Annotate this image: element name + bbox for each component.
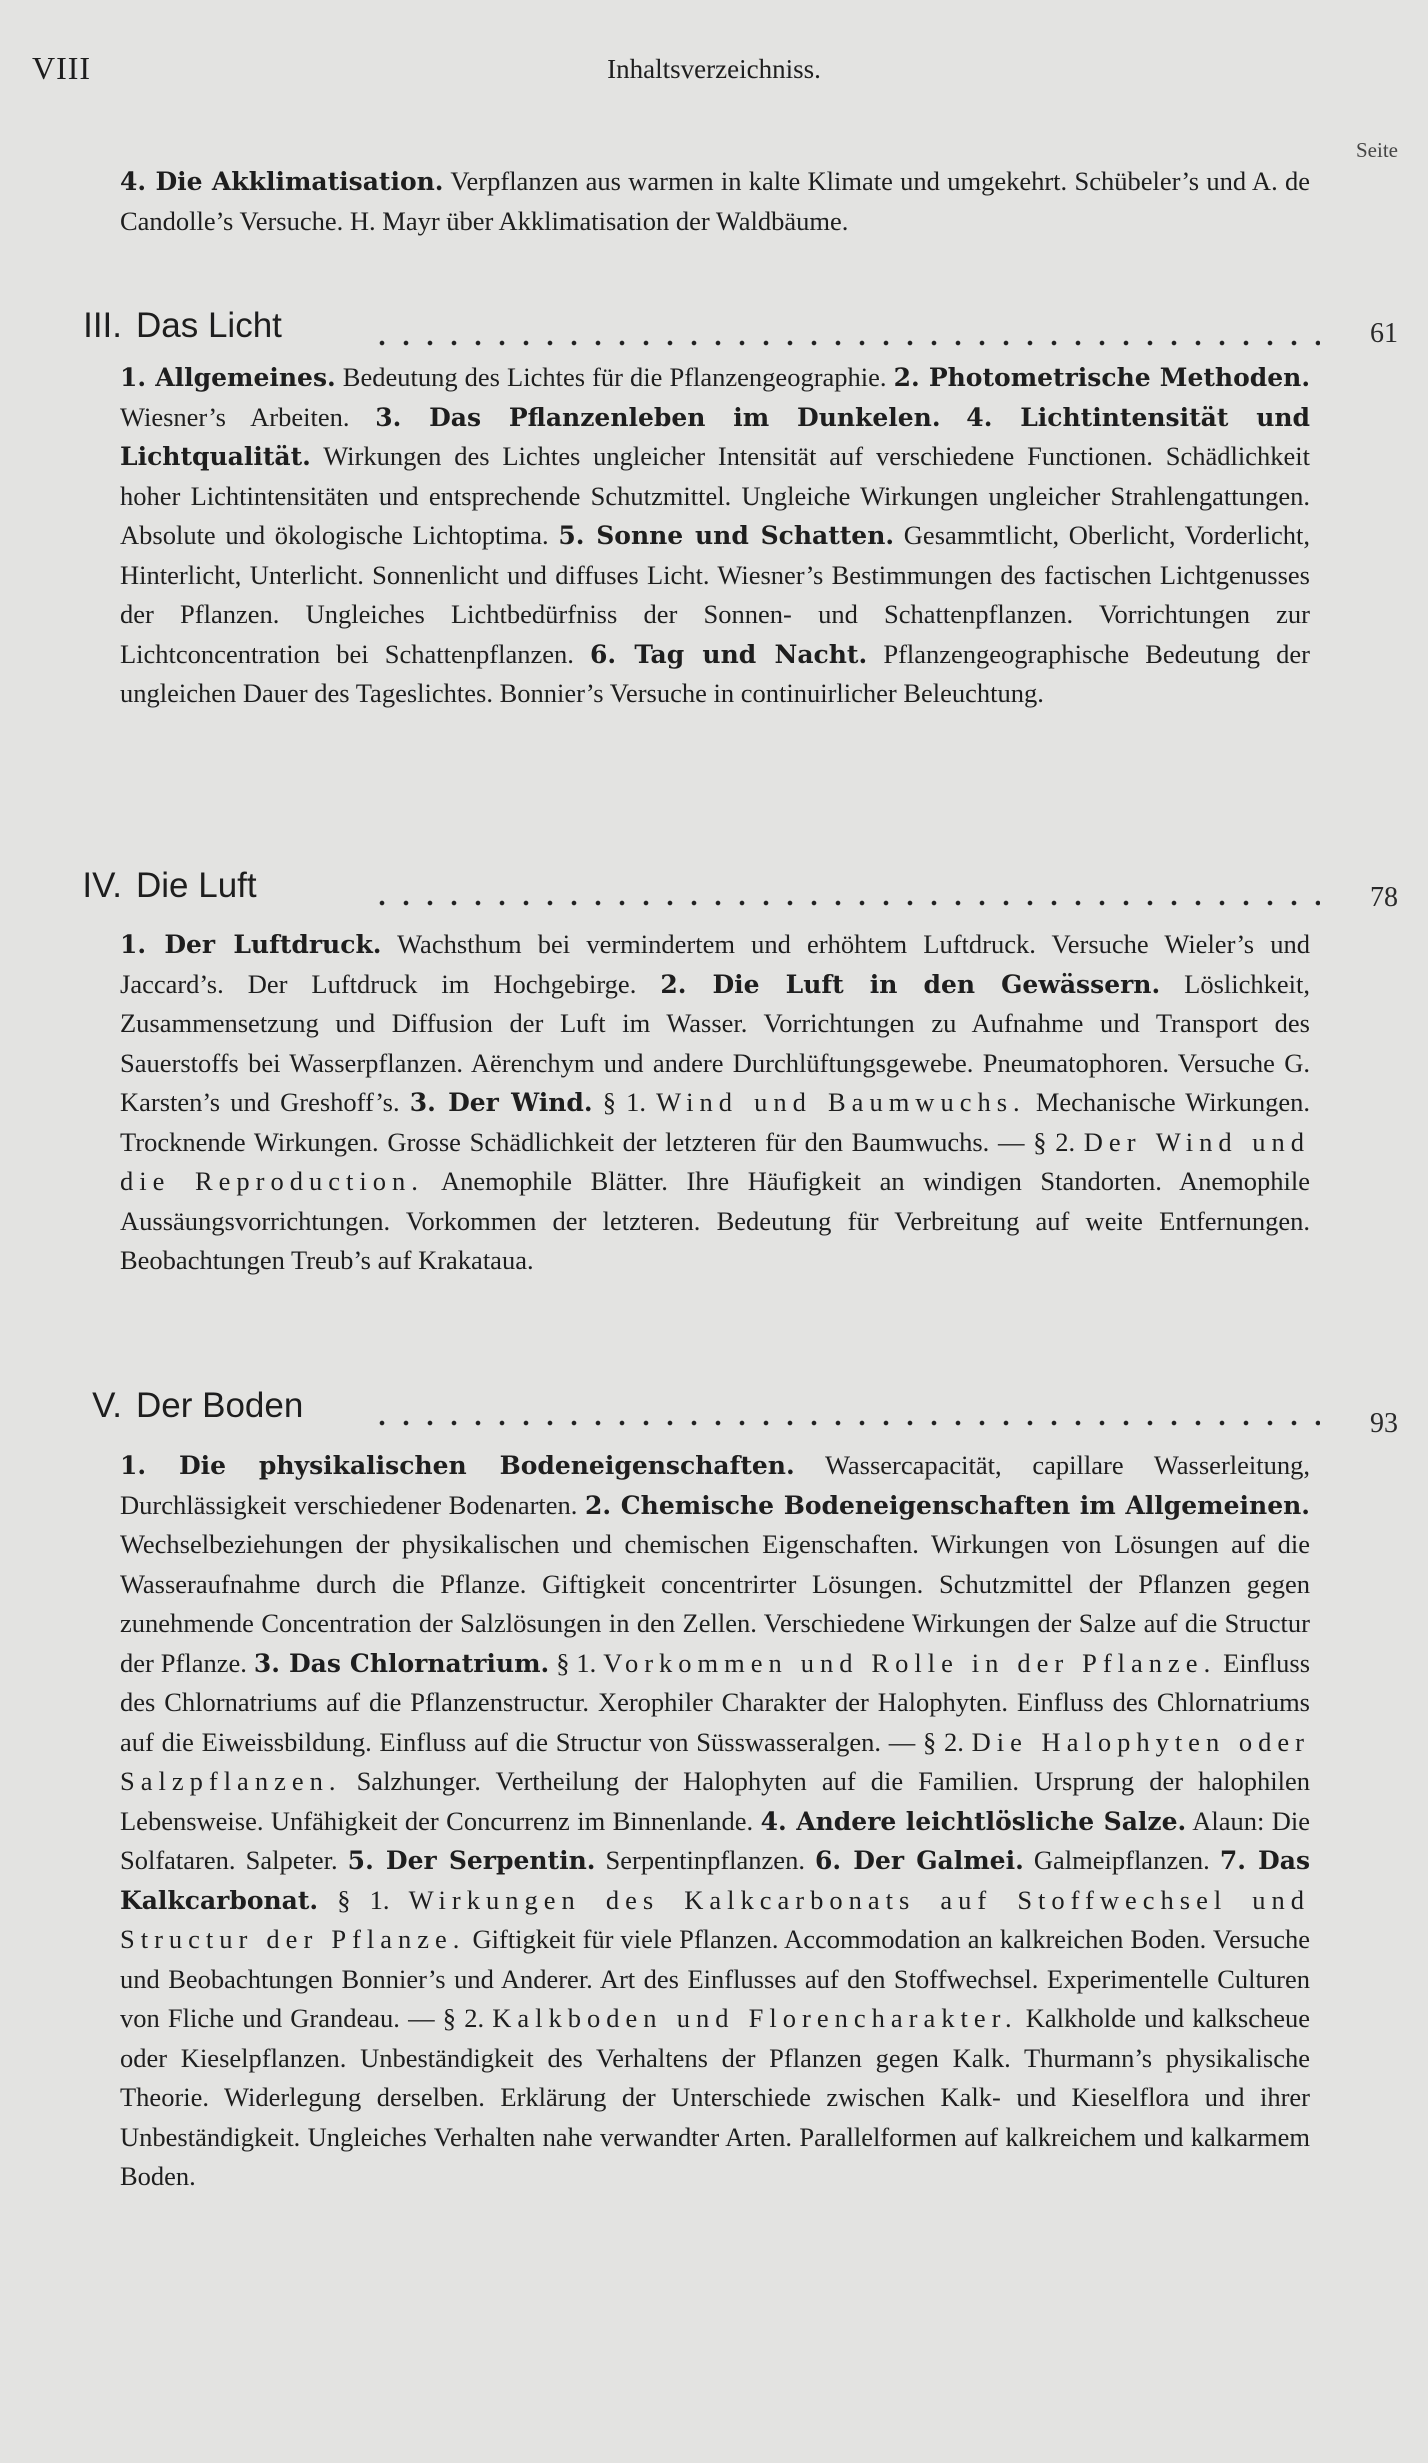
- dot-leader: [370, 900, 1320, 906]
- entry-heading: 3. Das Chlornatrium.: [253, 1648, 550, 1678]
- entry-text: Verpflanzen aus warmen in kalte Klimate und umgekehrt. Schübeler’s und A. de Candolle’s Versuche. H. Mayr über Akklimatisation der Waldbäume.: [120, 166, 1310, 236]
- section-number: III.: [83, 306, 122, 345]
- entry-text: Gesammtlicht, Oberlicht, Vorderlicht, Hinterlicht, Unterlicht. Sonnenlicht und diffuses Licht. Wiesner’s Bestimmungen des factischen Lichtgenusses der Pflanzen. Ungleiches Lichtbedürfniss der Sonnen- und Schattenpflanzen. Vorrichtungen zur Lichtconcentration bei Schattenpflanzen.: [120, 520, 1311, 669]
- entry-luft: [120, 925, 1310, 1281]
- entry-text: Wiesner’s Arbeiten.: [120, 401, 350, 432]
- section-heading-licht: [30, 306, 1320, 354]
- entry-text: Einfluss des Chlornatriums auf die Pflanzenstructur. Xerophiler Charakter der Halophyten. Einfluss des Chlornatriums auf die Eiweissbildung. Einfluss auf die Structur von Süsswasseralgen. —: [120, 1647, 1311, 1757]
- section-page-boden: 93: [1370, 1408, 1398, 1439]
- entry-heading: 4. Lichtintensität und Lichtqualität.: [120, 402, 1311, 471]
- section-page-luft: 78: [1370, 882, 1398, 913]
- entry-heading: 5. Sonne und Schatten.: [558, 521, 895, 550]
- entry-heading: 7. Das Kalkcarbonat.: [120, 1846, 1311, 1915]
- entry-boden: [120, 1446, 1310, 2197]
- dot-leader: [370, 1420, 1320, 1426]
- paragraph-mark: § 2.: [1033, 1126, 1076, 1157]
- entry-heading: 5. Der Serpentin.: [347, 1846, 596, 1875]
- dot-leader: [370, 340, 1320, 346]
- entry-heading: 2. Photometrische Methoden.: [893, 363, 1311, 392]
- entry-heading: 2. Die Luft in den Gewässern.: [660, 969, 1161, 999]
- entry-heading: 2. Chemische Bodeneigenschaften im Allgemeinen.: [585, 1490, 1311, 1520]
- entry-text: Alaun: Die Solfataren. Salpeter.: [120, 1805, 1311, 1875]
- section-heading-boden: [30, 1386, 1320, 1434]
- seite-label: Seite: [1356, 138, 1398, 162]
- subsection-title: Kalkboden und Florencharakter.: [492, 2003, 1018, 2033]
- entry-heading: 6. Der Galmei.: [815, 1846, 1024, 1875]
- section-title: Die Luft: [136, 866, 257, 905]
- subsection-title: Wind und Baumwuchs.: [656, 1087, 1026, 1117]
- entry-heading: 4. Andere leichtlösliche Salze.: [760, 1806, 1187, 1836]
- entry-text: Serpentinpflanzen.: [605, 1845, 805, 1875]
- entry-text: Giftigkeit für viele Pflanzen. Accommodation an kalkreichen Boden. Versuche und Beobachtungen Bonnier’s und Anderer. Art des Einflusses auf den Stoffwechsel. Experimentelle Culturen von Fliche und Grandeau. —: [120, 1924, 1310, 2033]
- entry-text: Mechanische Wirkungen. Trocknende Wirkungen. Grosse Schädlichkeit der letzteren für den Baumwuchs. —: [120, 1087, 1311, 1157]
- running-title: Inhaltsverzeichniss.: [607, 54, 821, 84]
- entry-licht: [120, 358, 1310, 714]
- subsection-title: Wirkungen des Kalkcarbonats auf Stoffwechsel und Structur der Pflanze.: [120, 1884, 1311, 1954]
- entry-text: Bedeutung des Lichtes für die Pflanzengeographie.: [342, 362, 887, 392]
- section-title: Das Licht: [136, 306, 282, 345]
- paragraph-mark: § 2.: [442, 2003, 485, 2033]
- entry-heading: 4. Die Akklimatisation.: [120, 167, 444, 196]
- paragraph-mark: § 1.: [556, 1647, 597, 1678]
- entry-text: Löslichkeit, Zusammensetzung und Diffusion der Luft im Wasser. Vorrichtungen zu Aufnahme und Transport des Sauerstoffs bei Wasserpflanzen. Aërenchym und andere Durchlüftungsgewebe. Pneumatophoren. Versuche G. Karsten’s und Greshoff’s.: [120, 968, 1311, 1117]
- entry-heading: 1. Allgemeines.: [120, 363, 336, 392]
- entry-text: Wechselbeziehungen der physikalischen und chemischen Eigenschaften. Wirkungen von Lösungen auf die Wasseraufnahme durch die Pflanze. Giftigkeit concentrirter Lösungen. Schutzmittel der Pflanzen gegen zunehmende Concentration der Salzlösungen in den Zellen. Verschiedene Wirkungen der Salze auf die Structur der Pflanze.: [120, 1529, 1310, 1678]
- paragraph-mark: § 1.: [602, 1087, 646, 1117]
- entry-text: Wachsthum bei vermindertem und erhöhtem Luftdruck. Versuche Wieler’s und Jaccard’s. Der Luftdruck im Hochgebirge.: [120, 929, 1310, 999]
- section-number: IV.: [82, 866, 122, 905]
- entry-heading: 1. Die physikalischen Bodeneigenschaften.: [120, 1451, 795, 1480]
- section-page-licht: 61: [1370, 318, 1398, 349]
- entry-text: Wassercapacität, capillare Wasserleitung, Durchlässigkeit verschiedener Bodenarten.: [120, 1450, 1310, 1520]
- section-heading-luft: [30, 866, 1320, 914]
- entry-heading: 6. Tag und Nacht.: [590, 639, 868, 669]
- entry-text: Kalkholde und kalkscheue oder Kieselpflanzen. Unbeständigkeit des Verhaltens der Pflanzen gegen Kalk. Thurmann’s physikalische Theorie. Widerlegung derselben. Erklärung der Unterschiede zwischen Kalk- und Kieselflora und ihrer Unbeständigkeit. Ungleiches Verhalten nahe verwandter Arten. Parallelformen auf kalkreichem und kalkarmem Boden.: [120, 2003, 1311, 2191]
- running-head: [32, 50, 1396, 90]
- entry-text: Anemophile Blätter. Ihre Häufigkeit an windigen Standorten. Anemophile Aussäungsvorrichtungen. Vorkommen der letzteren. Bedeutung für Verbreitung auf weite Entfernungen. Beobachtungen Treub’s auf Krakataua.: [120, 1166, 1310, 1275]
- entry-heading: 3. Der Wind.: [409, 1088, 593, 1117]
- entry-heading: 3. Das Pflanzenleben im Dunkelen.: [375, 402, 941, 432]
- paragraph-mark: § 2.: [922, 1726, 964, 1757]
- section-number: V.: [92, 1386, 122, 1425]
- section-title: Der Boden: [136, 1386, 304, 1425]
- entry-text: Wirkungen des Lichtes ungleicher Intensität auf verschiedene Functionen. Schädlichkeit hoher Lichtintensitäten und entsprechende Schutzmittel. Ungleiche Wirkungen ungleicher Strahlengattungen. Absolute und ökologische Lichtoptima.: [120, 441, 1310, 550]
- subsection-title: Der Wind und die Reproduction.: [120, 1126, 1311, 1196]
- page-number: VIII: [32, 50, 92, 86]
- subsection-title: Vorkommen und Rolle in der Pflanze.: [603, 1647, 1217, 1678]
- entry-akklimatisation: [120, 162, 1310, 241]
- entry-heading: 1. Der Luftdruck.: [120, 930, 382, 959]
- entry-text: Galmeipflanzen.: [1033, 1845, 1210, 1875]
- entry-text: Pflanzengeographische Bedeutung der ungleichen Dauer des Tageslichtes. Bonnier’s Versuche in continuirlicher Beleuchtung.: [120, 638, 1311, 708]
- entry-text: Salzhunger. Vertheilung der Halophyten auf die Familien. Ursprung der halophilen Lebensweise. Unfähigkeit der Concurrenz im Binnenlande.: [120, 1766, 1311, 1836]
- subsection-title: Die Halophyten oder Salzpflanzen.: [120, 1726, 1311, 1796]
- paragraph-mark: § 1.: [337, 1884, 390, 1915]
